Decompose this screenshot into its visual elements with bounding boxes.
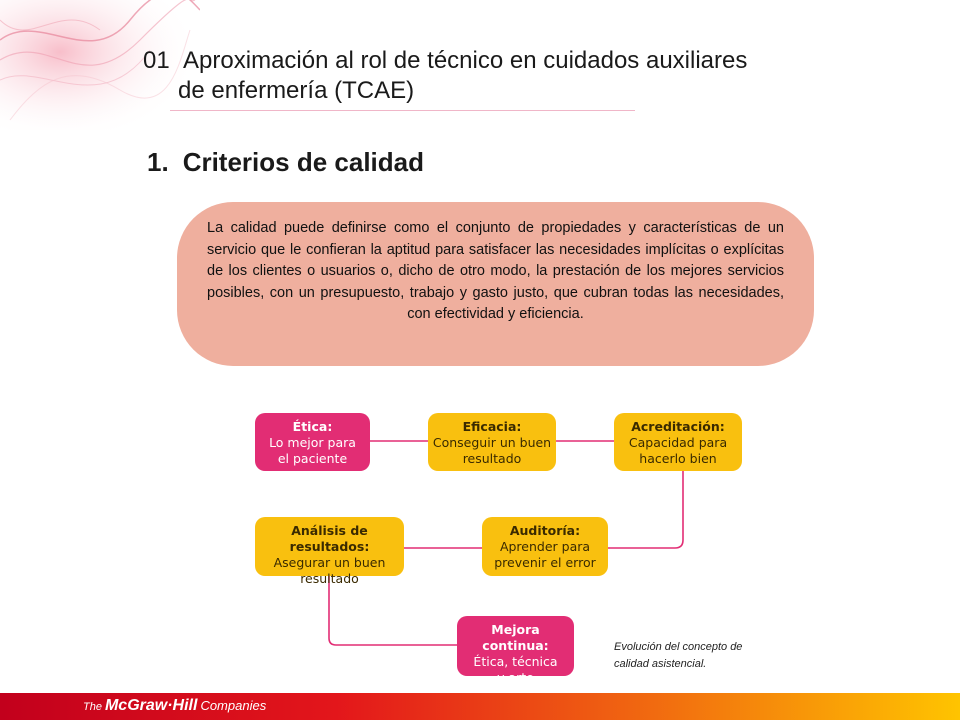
flow-node-auditoria bbox=[482, 517, 608, 576]
flow-node-eficacia bbox=[428, 413, 556, 471]
flow-node-analisis-resultados bbox=[255, 517, 404, 586]
publisher-logo bbox=[83, 697, 266, 715]
node-line: Lo mejor para bbox=[269, 435, 356, 450]
node-title: Eficacia: bbox=[462, 419, 522, 434]
node-line: hacerlo bien bbox=[639, 451, 717, 466]
title-line-2: de enfermería (TCAE) bbox=[178, 77, 415, 104]
node-title: Acreditación: bbox=[631, 419, 725, 434]
node-line: Aprender para bbox=[499, 539, 591, 554]
definition-box: La calidad puede definirse como el conjunto de propiedades y características de un servicio que le confieran la aptitud para satisfacer las necesidades implícitas o explícitas de los clientes o usuarios o, dicho de otro modo, la prestación de los mejores servicios posibles, con un presupuesto, trabajo y gasto justo, que cubran todas las necesidades, con efectividad y eficiencia. bbox=[177, 202, 814, 366]
node-title: Análisis de resultados: bbox=[289, 523, 370, 554]
node-line: Ética, técnica bbox=[473, 654, 558, 669]
section-title: Criterios de calidad bbox=[182, 147, 424, 177]
logo-the: The bbox=[83, 701, 102, 713]
logo-companies: Companies bbox=[200, 698, 267, 713]
node-title: Auditoría: bbox=[509, 523, 581, 538]
chapter-number: 01 bbox=[143, 47, 170, 74]
node-title: Ética: bbox=[292, 419, 333, 434]
caption-line-2: calidad asistencial. bbox=[614, 658, 707, 670]
node-line: prevenir el error bbox=[494, 555, 596, 570]
node-line: Conseguir un buen bbox=[432, 435, 552, 450]
node-line: el paciente bbox=[277, 451, 348, 466]
node-title: Mejora continua: bbox=[482, 622, 549, 653]
node-line: resultado bbox=[300, 571, 359, 586]
title-line-1: Aproximación al rol de técnico en cuidados auxiliares bbox=[183, 47, 748, 74]
figure-caption bbox=[614, 639, 784, 673]
footer-bar bbox=[0, 693, 960, 720]
node-line: y arte bbox=[497, 670, 534, 685]
logo-brand: McGraw·Hill bbox=[104, 697, 198, 714]
flow-node-etica bbox=[255, 413, 370, 471]
node-line: Capacidad para bbox=[628, 435, 728, 450]
flow-node-mejora-continua bbox=[457, 616, 574, 685]
node-line: Asegurar un buen bbox=[273, 555, 386, 570]
flow-node-acreditacion bbox=[614, 413, 742, 471]
node-line: resultado bbox=[462, 451, 522, 466]
caption-line-1: Evolución del concepto de bbox=[614, 641, 743, 653]
section-number: 1. bbox=[147, 147, 169, 177]
